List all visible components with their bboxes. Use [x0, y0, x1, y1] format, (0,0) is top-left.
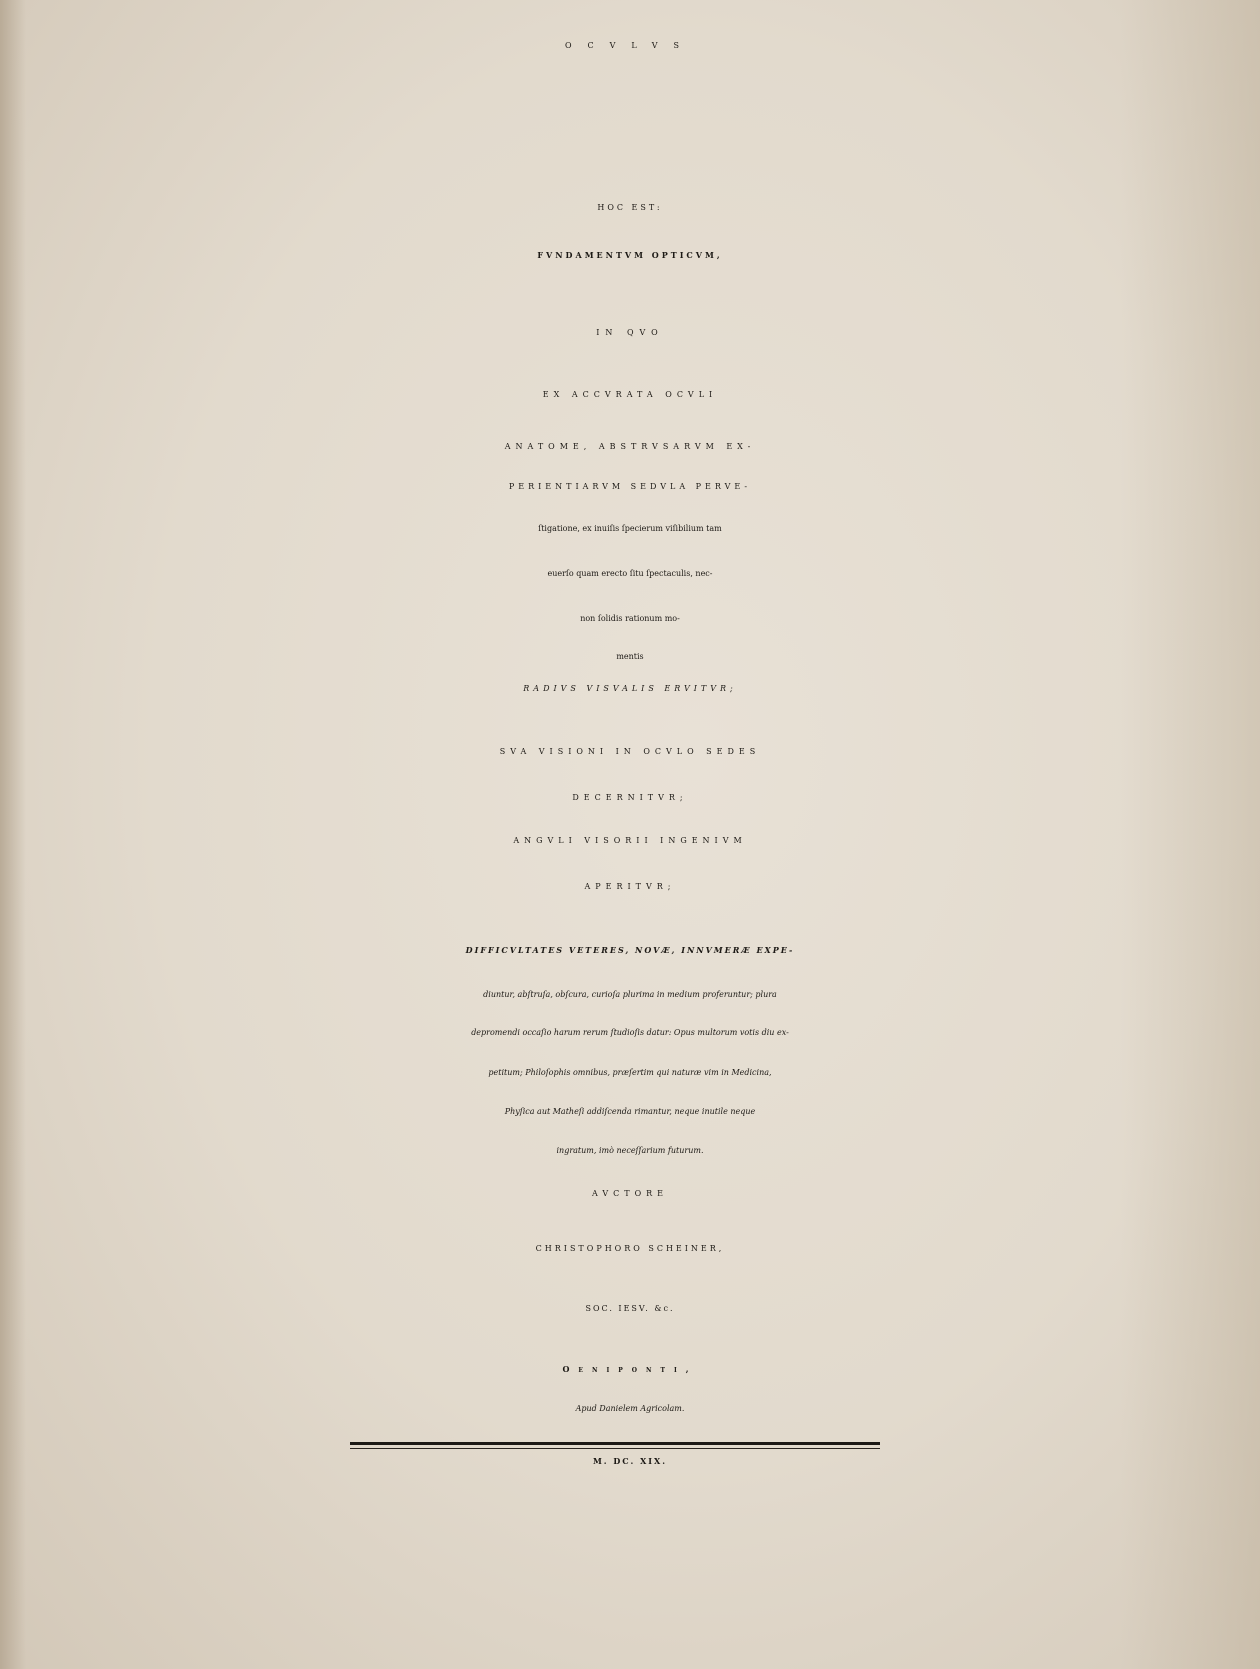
line-non: non ſolidis rationum mo-	[580, 614, 680, 623]
line-difficultates: DIFFICVLTATES VETERES, NOVÆ, INNVMERÆ EXPE-	[465, 945, 795, 955]
imprint-date: M. DC. XIX.	[592, 1456, 668, 1466]
imprint-printer: Apud Danielem Agricolam.	[575, 1404, 685, 1413]
line-anatome: ANATOME, ABSTRVSARVM EX-	[504, 442, 756, 451]
author-order: SOC. IESV. &c.	[585, 1304, 675, 1313]
line-in-quo: IN QVO	[596, 328, 664, 337]
line-physica: Phyſica aut Matheſi addiſcenda rimantur, neque inutile neque	[504, 1107, 756, 1116]
author-name: CHRISTOPHORO SCHEINER,	[535, 1244, 725, 1253]
divider-rule	[350, 1442, 880, 1445]
line-radius: RADIVS VISVALIS ERVITVR;	[523, 684, 737, 693]
line-perientiarum: PERIENTIARVM SEDVLA PERVE-	[508, 482, 752, 491]
line-auctore: AVCTORE	[591, 1189, 669, 1198]
divider-rule-thin	[350, 1448, 880, 1449]
line-depromendi: depromendi occaſio harum rerum ſtudioſis datur: Opus multorum votis diu ex-	[471, 1028, 789, 1037]
line-diuntur: diuntur, abſtruſa, obſcura, curioſa plurima in medium proferuntur; plura	[483, 990, 777, 999]
line-stigatione: ſtigatione, ex inuiſis ſpecierum viſibilium tam	[538, 524, 722, 533]
line-decernitur: DECERNITVR;	[572, 793, 688, 802]
subtitle: HOC EST:	[597, 203, 663, 212]
line-ex-accurata: EX ACCVRATA OCVLI	[542, 390, 718, 399]
line-anguli: ANGVLI VISORII INGENIVM	[513, 836, 747, 845]
line-petitum: petitum; Philoſophis omnibus, præſertim qui naturæ vim in Medicina,	[488, 1068, 772, 1077]
line-mentis: mentis	[616, 652, 644, 661]
line-ingratum: ingratum, imò neceſſarium futurum.	[556, 1146, 704, 1155]
line-euerso: euerſo quam erecto ſitu ſpectaculis, nec-	[547, 569, 713, 578]
imprint-place: Oeniponti,	[562, 1364, 698, 1374]
line-sua: SVA VISIONI IN OCVLO SEDES	[499, 747, 761, 756]
line-aperitur: APERITVR;	[584, 882, 676, 891]
book-title: OCVLVS	[564, 41, 696, 50]
line-fundamentum: FVNDAMENTVM OPTICVM,	[537, 250, 723, 260]
